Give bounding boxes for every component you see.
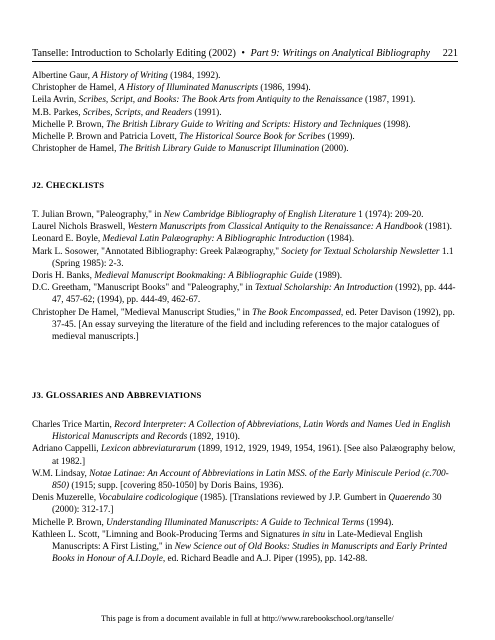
section-2-number: J2. [32,180,44,190]
entry-text: Denis Muzerelle, [32,493,99,504]
entry-title-text: Vocabulaire codicologique [98,493,198,504]
entry-text: Leonard E. Boyle, [32,234,103,245]
entry-title-text: Record Interpreter: A Collection of Abbreviations, Latin Words and Names Ued in English Historical Manuscripts and Records [52,420,451,443]
entry-text: Michelle P. Brown, [32,517,107,528]
entry-title-text: Western Manuscripts from Classical Antiquity to the Renaissance: A Handbook [127,222,423,233]
entry-text: 1.1 (Spring 1985): 2-3. [52,246,454,269]
entry-text: Michelle P. Brown, [32,119,107,130]
bibliography-entry [32,270,458,282]
entry-text: (1892, 1910). [187,432,240,443]
header-bullet: • [241,48,245,59]
section-2-heading [32,180,458,191]
entry-text: Charles Trice Martin, [32,420,115,430]
section-2-initial: C [45,181,53,191]
entry-title-text: The Book Encompassed [252,307,341,318]
bibliography-entry [32,282,458,306]
entry-text: 1 (1974): 209-20. [355,210,424,220]
entry-title-text: Medieval Latin Palæography: A Bibliographic Introduction [102,234,325,245]
entry-text: (1994). [364,517,394,528]
entry-text: (2000). [319,144,349,155]
bibliography-entry [32,131,458,143]
bibliography-entry [32,94,458,106]
page-number: 221 [442,48,458,59]
entry-title-text: Understanding Illuminated Manuscripts: A Guide to Technical Terms [106,517,365,528]
page-footer: This page is from a document available in full at http://www.rarebookschool.org/tanselle/ [101,614,394,623]
entry-text: (1981). [422,222,452,233]
entry-text: (1991). [192,107,222,118]
running-header [32,48,458,62]
entry-title-text: A History of Illuminated Manuscripts [118,83,259,94]
entry-text: Christopher De Hamel, "Medieval Manuscript Studies," in [32,307,253,318]
entry-title-text: The British Library Guide to Manuscript Illumination [118,144,320,155]
header-title: Tanselle: Introduction to Scholarly Editing (2002) [32,48,236,59]
entry-title-text: Scribes, Script, and Books: The Book Arts from Antiquity to the Renaissance [78,95,363,106]
entry-text: (1986, 1994). [258,83,311,94]
entry-text: (1998). [381,119,411,130]
entry-text: D.C. Greetham, "Manuscript Books" and "Paleography," in [32,283,255,294]
entry-text: (1987, 1991). [362,95,416,106]
bibliography-entry [32,419,458,443]
entry-text: (1992), pp. 444-47, 457-62; (1994), pp. 444-49, 462-67. [52,283,456,306]
bibliography-entry [32,307,458,344]
entry-text: , ed. Richard Beadle and A.J. Piper (1995), pp. 142-88. [162,554,368,565]
entry-title-text: Notae Latinae: An Account of Abbreviations in Latin MSS. of the Early Miniscule Period (c.700-850) [52,468,449,492]
entry-title-text: Society for Textual Scholarship Newsletter [281,246,440,257]
entry-text: (1899, 1912, 1929, 1949, 1954, 1961). [See also Palæography below, at 1982.] [52,444,456,467]
entry-text: M.B. Parkes, [32,107,83,118]
entry-text: Leila Avrin, [32,95,79,106]
entry-text: 30 (2000): 312-17.] [52,493,442,516]
bibliography-entry [32,246,458,270]
section-3-number: J3. [32,390,44,400]
entry-text: in Late-Medieval English Manuscripts: A First Listing," in [52,529,423,553]
bibliography-entry [32,443,458,467]
bibliography-entry [32,468,458,492]
section-2-title-rest: HECKLISTS [52,180,105,190]
entry-text: (1984). [324,234,355,245]
entry-text: (1999). [325,132,355,143]
entry-text: , ed. Peter Davison (1992), pp. 37-45. [An essay surveying the literature of the field and including references to the major catalogues of medieval manuscripts.] [52,307,455,343]
bibliography-entry [32,221,458,233]
entry-text: Adriano Cappelli, [32,444,101,455]
entry-title-text: Textual Scholarship: An Introduction [254,283,393,294]
entry-title-text: New Science out of Old Books: Studies in Manuscripts and Early Printed Books in Honour of A.I.Doyle [52,542,448,565]
entry-title-text: Quaerendo [388,493,430,504]
entry-text: (1985). [Translations reviewed by J.P. Gumbert in [197,493,389,504]
bibliography-entry [32,492,458,516]
entry-text: (1984, 1992). [167,71,221,81]
entry-text: (1989). [312,271,343,282]
entry-text: Doris H. Banks, [32,271,95,282]
bibliography-entry [32,70,458,82]
entry-title-text: Lexicon abbreviaturarum [100,444,196,455]
entry-text: Laurel Nichols Braswell, [32,222,128,233]
entry-text: W.M. Lindsay, [32,468,90,479]
entry-text: Kathleen L. Scott, "Limning and Book-Producing Terms and Signatures [32,529,303,540]
section-3-initial-1: G [45,391,54,401]
bibliography-entry [32,82,458,94]
entry-text: (1915; supp. [covering 850-1050] by Doris Bains, 1936). [69,481,284,492]
entry-title-text: The British Library Guide to Writing and Scripts: History and Techniques [106,119,382,130]
entry-title-text: A History of Writing [92,71,168,81]
section-3-title-rest-2: BBREVIATIONS [133,390,202,400]
header-part: Part 9: Writings on Analytical Bibliography [250,48,431,59]
section-3-initial-2: A [126,391,134,401]
bibliography-entry [32,233,458,245]
section-3-title-rest-1: LOSSARIES AND [53,390,125,400]
entry-text: Albertine Gaur, [32,71,93,81]
entry-text: Christopher de Hamel, [32,144,119,155]
entry-title-text: New Cambridge Bibliography of English Literature [163,210,356,220]
entry-text: Michelle P. Brown and Patricia Lovett, [32,132,180,143]
bibliography-entry [32,143,458,155]
section-3-heading [32,390,458,401]
entry-title-text: The Historical Source Book for Scribes [179,132,326,143]
bibliography-entry [32,107,458,119]
entry-title-text: Medieval Manuscript Bookmaking: A Bibliographic Guide [94,271,313,282]
entry-title-text: Scribes, Scripts, and Readers [82,107,193,118]
section-1-list [32,70,458,155]
entry-text: T. Julian Brown, "Paleography," in [32,210,164,220]
bibliography-entry [32,209,458,221]
bibliography-entry [32,119,458,131]
bibliography-entry [32,529,458,566]
bibliography-entry [32,517,458,529]
entry-text: Mark L. Sosower, "Annotated Bibliography: Greek Palæography," [32,246,282,257]
entry-text: Christopher de Hamel, [32,83,119,94]
section-2-list [32,209,458,343]
section-3-list [32,419,458,565]
entry-title-text: in situ [302,529,326,540]
